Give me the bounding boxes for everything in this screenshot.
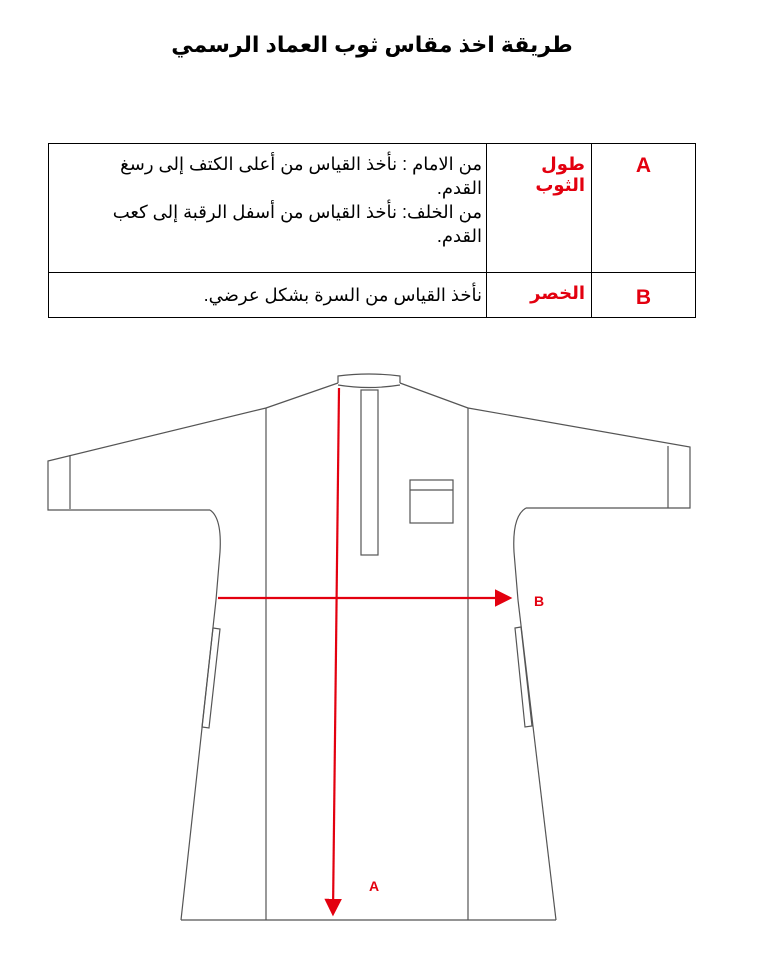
description-line: القدم. xyxy=(436,178,482,198)
description-line: من الامام : نأخذ القياس من أعلى الكتف إلى رسغ xyxy=(120,154,482,174)
description-line: نأخذ القياس من السرة بشكل عرضي. xyxy=(203,285,482,305)
right-shoulder-line xyxy=(400,383,468,408)
length-arrow-label: A xyxy=(369,878,380,894)
left-sleeve xyxy=(48,408,266,510)
length-arrow xyxy=(333,388,339,912)
description-line: القدم. xyxy=(436,226,482,246)
document-title: طريقة اخذ مقاس ثوب العماد الرسمي xyxy=(171,32,573,57)
right-sleeve xyxy=(468,408,690,508)
left-armhole-curve xyxy=(210,510,220,600)
left-shoulder-line xyxy=(266,383,338,408)
right-armhole-curve xyxy=(514,508,526,600)
collar-lower-edge xyxy=(338,385,400,388)
waist-arrow-label: B xyxy=(534,593,545,609)
left-side-pocket xyxy=(202,628,220,728)
measure-code-a: A xyxy=(592,144,696,273)
measure-label-length: طول الثوب xyxy=(487,144,592,273)
measure-label-waist: الخصر xyxy=(487,273,592,318)
description-line: من الخلف: نأخذ القياس من أسفل الرقبة إلى كعب xyxy=(112,202,482,222)
collar xyxy=(338,374,400,383)
garment-outline xyxy=(48,374,690,920)
chest-pocket xyxy=(410,480,453,523)
measure-code-b: B xyxy=(592,273,696,318)
placket xyxy=(361,390,378,555)
